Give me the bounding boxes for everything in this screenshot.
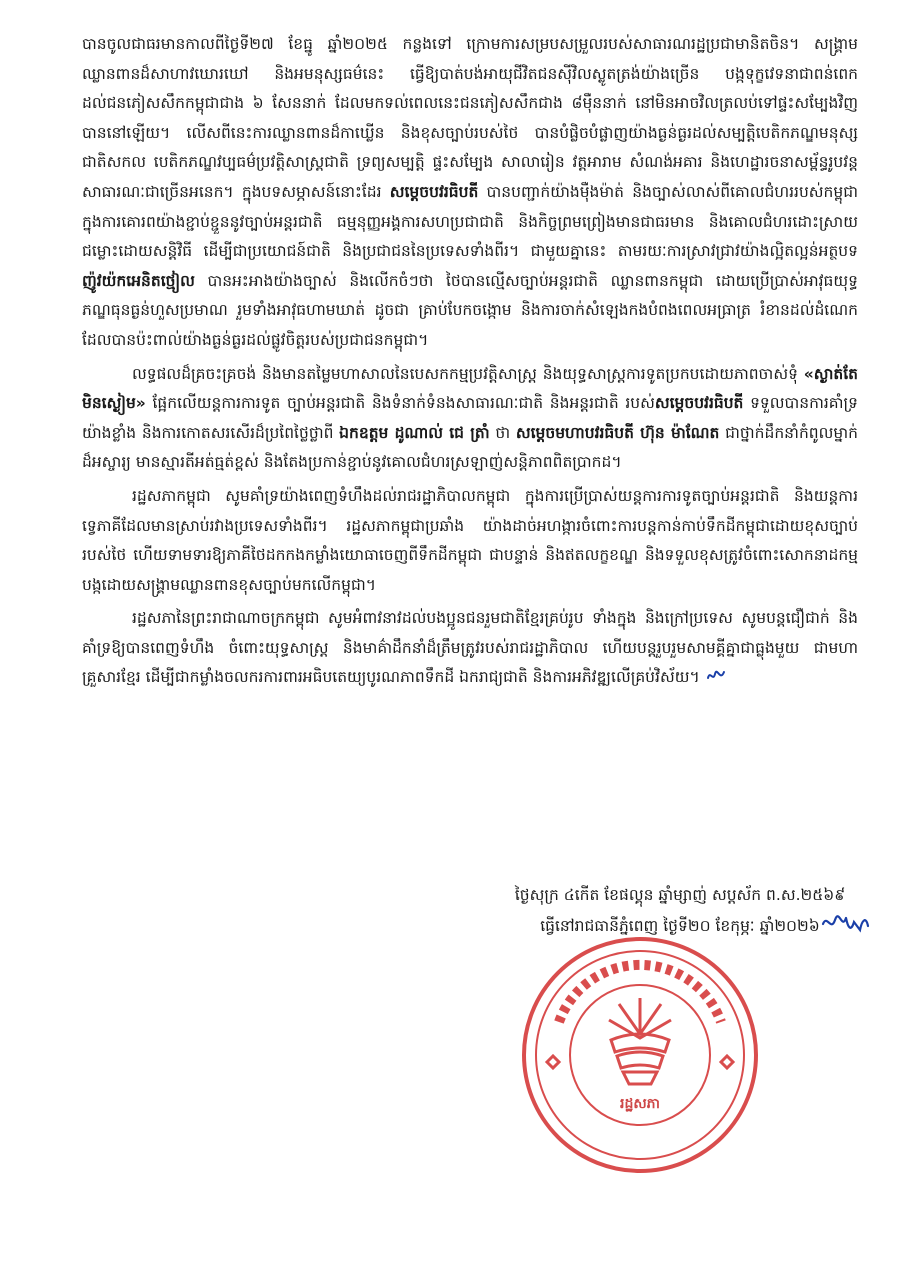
text-segment: រដ្ឋសភានៃព្រះរាជាណាចក្រកម្ពុជា សូមអំពាវនាវដល់បងប្អូនជនរួមជាតិខ្មែរគ្រប់រូប ទាំងក្នុង និងក្រៅប្រទេស សូមបន្តជឿជាក់ និងគាំទ្រឱ្យបានពេញទំហឹង ចំពោះយុទ្ធសាស្ត្រ និងមាគ៌ាដឹកនាំដ៏ត្រឹមត្រូវរបស់រាជរដ្ឋាភិបាល ហើយបន្តរួបរួមសាមគ្គីគ្នាជាធ្លុងមួយ ជាមហាគ្រួសារខ្មែរ ដើម្បីជាកម្លាំងចលករការពារអធិបតេយ្យបូរណភាពទឹកដី ឯករាជ្យជាតិ និងការអភិវឌ្ឍលើគ្រប់វិស័យ។ — [82, 609, 858, 687]
text-segment: បានអះអាងយ៉ាងច្បាស់ និងលើកចំៗថា ថៃបានល្មើសច្បាប់អន្តរជាតិ ឈ្លានពានកម្ពុជា ដោយប្រើប្រាស់អាវុធយុទ្ធភណ្ឌធុនធ្ងន់ហួសប្រមាណ រួមទាំងអាវុធហាមឃាត់ ដូចជា គ្រាប់បែកចង្កោម និងការចាក់សំឡេងកងបំពងពេលអធ្រាត្រ រំខានដល់ដំណេក ដែលបានប៉ះពាល់យ៉ាងធ្ងន់ធ្ងរដល់ផ្លូវចិត្តរបស់ប្រជាជនកម្ពុជា។ — [82, 271, 858, 349]
bold-text: ឯកឧត្តម ដូណាល់ ជេ ត្រាំ — [339, 423, 490, 442]
bold-text: «ស្ងាត់តែមិនស្ងៀម» — [82, 364, 858, 413]
document-body — [82, 30, 858, 697]
signature-icon — [820, 910, 870, 936]
bold-text: សម្ដេចមហាបវរធិបតី ហ៊ុន ម៉ាណែត — [515, 423, 720, 442]
seal-label: រដ្ឋសភា — [620, 1096, 660, 1112]
text-segment: ជាថ្នាក់ដឹកនាំកំពូលម្នាក់ដ៏អស្ចារ្យ មានស្មារតីអត់ធ្មត់ខ្ពស់ និងតែងប្រកាន់ខ្ជាប់នូវគោលជំហរស្រឡាញ់សន្តិភាពពិតប្រាកដ។ — [82, 423, 858, 472]
initials-icon — [706, 668, 726, 684]
text-segment: រដ្ឋសភាកម្ពុជា សូមគាំទ្រយ៉ាងពេញទំហឹងដល់រាជរដ្ឋាភិបាលកម្ពុជា ក្នុងការប្រើប្រាស់យន្តការការទូតច្បាប់អន្តរជាតិ និងយន្តការទ្វេភាគីដែលមានស្រាប់រវាងប្រទេសទាំងពីរ។ រដ្ឋសភាកម្ពុជាប្រឆាំង យ៉ាងដាច់អហង្ការចំពោះការបន្តកាន់កាប់ទឹកដីកម្ពុជាដោយខុសច្បាប់របស់ថៃ ហើយទាមទារឱ្យភាគីថៃដកកងកម្លាំងយោធាចេញពីទឹកដីកម្ពុជា ជាបន្ទាន់ និងឥតលក្ខខណ្ឌ និងទទួលខុសត្រូវចំពោះសោកនាដកម្ម បង្កដោយសង្គ្រាមឈ្លានពានខុសច្បាប់មកលើកម្ពុជា។ — [82, 486, 858, 594]
text-segment: លទ្ធផលដ៏គ្រចះគ្រចង់ និងមានតម្លៃមហាសាលនៃបេសកកម្មប្រវត្តិសាស្ត្រ និងយុទ្ធសាស្ត្រការទូតប្រកបដោយភាពចាស់ទុំ — [132, 364, 804, 383]
paragraph — [82, 482, 858, 600]
paragraph — [82, 604, 858, 693]
text-segment: ថា — [489, 423, 516, 442]
bold-text: ញ៉ូវយ៉កអេនិតថ្មៀល — [82, 271, 195, 290]
text-segment: បានចូលជាធរមានកាលពីថ្ងៃទី២៧ ខែធ្នូ ឆ្នាំ២០២៥ កន្លងទៅ ក្រោមការសម្របសម្រួលរបស់សាធារណរដ្ឋប្រជាមានិតចិន។ សង្គ្រាមឈ្លានពានដ៏សាហាវឃោរឃៅ និងអមនុស្សធម៌នេះ ធ្វើឱ្យបាត់បង់អាយុជីវិតជនស៊ីវិលស្លូតត្រង់យ៉ាងច្រើន បង្កទុក្ខវេទនាជាពន់ពេកដល់ជនភៀសសឹកកម្ពុជាជាង ៦ សែននាក់ ដែលមកទល់ពេលនេះជនភៀសសឹកជាង ៨ម៉ឺននាក់ នៅមិនអាចវិលត្រលប់ទៅផ្ទះសម្បែងវិញបាននៅឡើយ។ លើសពីនេះការឈ្លានពានដ៏កាឃ្លើន និងខុសច្បាប់របស់ថៃ បានបំផ្លិចបំផ្លាញយ៉ាងធ្ងន់ធ្ងរដល់សម្បត្តិបេតិកភណ្ឌមនុស្សជាតិសកល បេតិកភណ្ឌវប្បធម៌ប្រវត្តិសាស្ត្រជាតិ ទ្រព្យសម្បត្តិ ផ្ទះសម្បែង សាលារៀន វត្តអារាម សំណង់អគារ និងហេដ្ឋារចនាសម្ព័ន្ធរូបវន្តសាធារណៈជាច្រើនអនេក។ ក្នុងបទសម្ភាសន៍នោះដែរ — [82, 35, 858, 201]
lunar-date: ថ្ងៃសុក្រ ៤កើត ខែផល្គុន ឆ្នាំម្សាញ់ សប្តស័ក ព.ស.២៥៦៩ — [514, 886, 846, 904]
paragraph — [82, 30, 858, 356]
date-block — [500, 880, 860, 942]
place-and-date: ធ្វើនៅរាជធានីភ្នំពេញ ថ្ងៃទី២០ ខែកុម្ភៈ ឆ្នាំ២០២៦ — [540, 917, 820, 935]
text-segment: ផ្អែកលើយន្តការការទូត ច្បាប់អន្តរជាតិ និងទំនាក់ទំនងសាធារណៈជាតិ និងអន្តរជាតិ របស់ — [145, 394, 655, 413]
paragraph — [82, 360, 858, 478]
text-segment: ទទួលបានការគាំទ្រយ៉ាងខ្លាំង និងការកោតសរសើរដ៏ប្រពៃថ្លៃថ្លាពី — [82, 394, 858, 442]
bold-text: សម្ដេចបវរធិបតី — [389, 182, 479, 201]
seal-icon — [519, 934, 761, 1176]
text-segment: បានបញ្ជាក់យ៉ាងម៉ឺងម៉ាត់ និងច្បាស់លាស់ពីគោលជំហររបស់កម្ពុជា ក្នុងការគោរពយ៉ាងខ្ជាប់ខ្ជួននូវច្បាប់អន្តរជាតិ ធម្មនុញ្ញអង្គការសហប្រជាជាតិ និងកិច្ចព្រមព្រៀងមានជាធរមាន និងគោលជំហរដោះស្រាយជម្លោះដោយសន្តិវិធី ដើម្បីជាប្រយោជន៍ជាតិ និងប្រជាជននៃប្រទេសទាំងពីរ។ ជាមួយគ្នានេះ តាមរយៈការស្រាវជ្រាវយ៉ាងល្អិតល្អន់អត្ថបទ — [82, 182, 858, 261]
bold-text: សម្ដេចបវរធិបតី — [654, 394, 744, 413]
official-seal — [519, 934, 761, 1176]
